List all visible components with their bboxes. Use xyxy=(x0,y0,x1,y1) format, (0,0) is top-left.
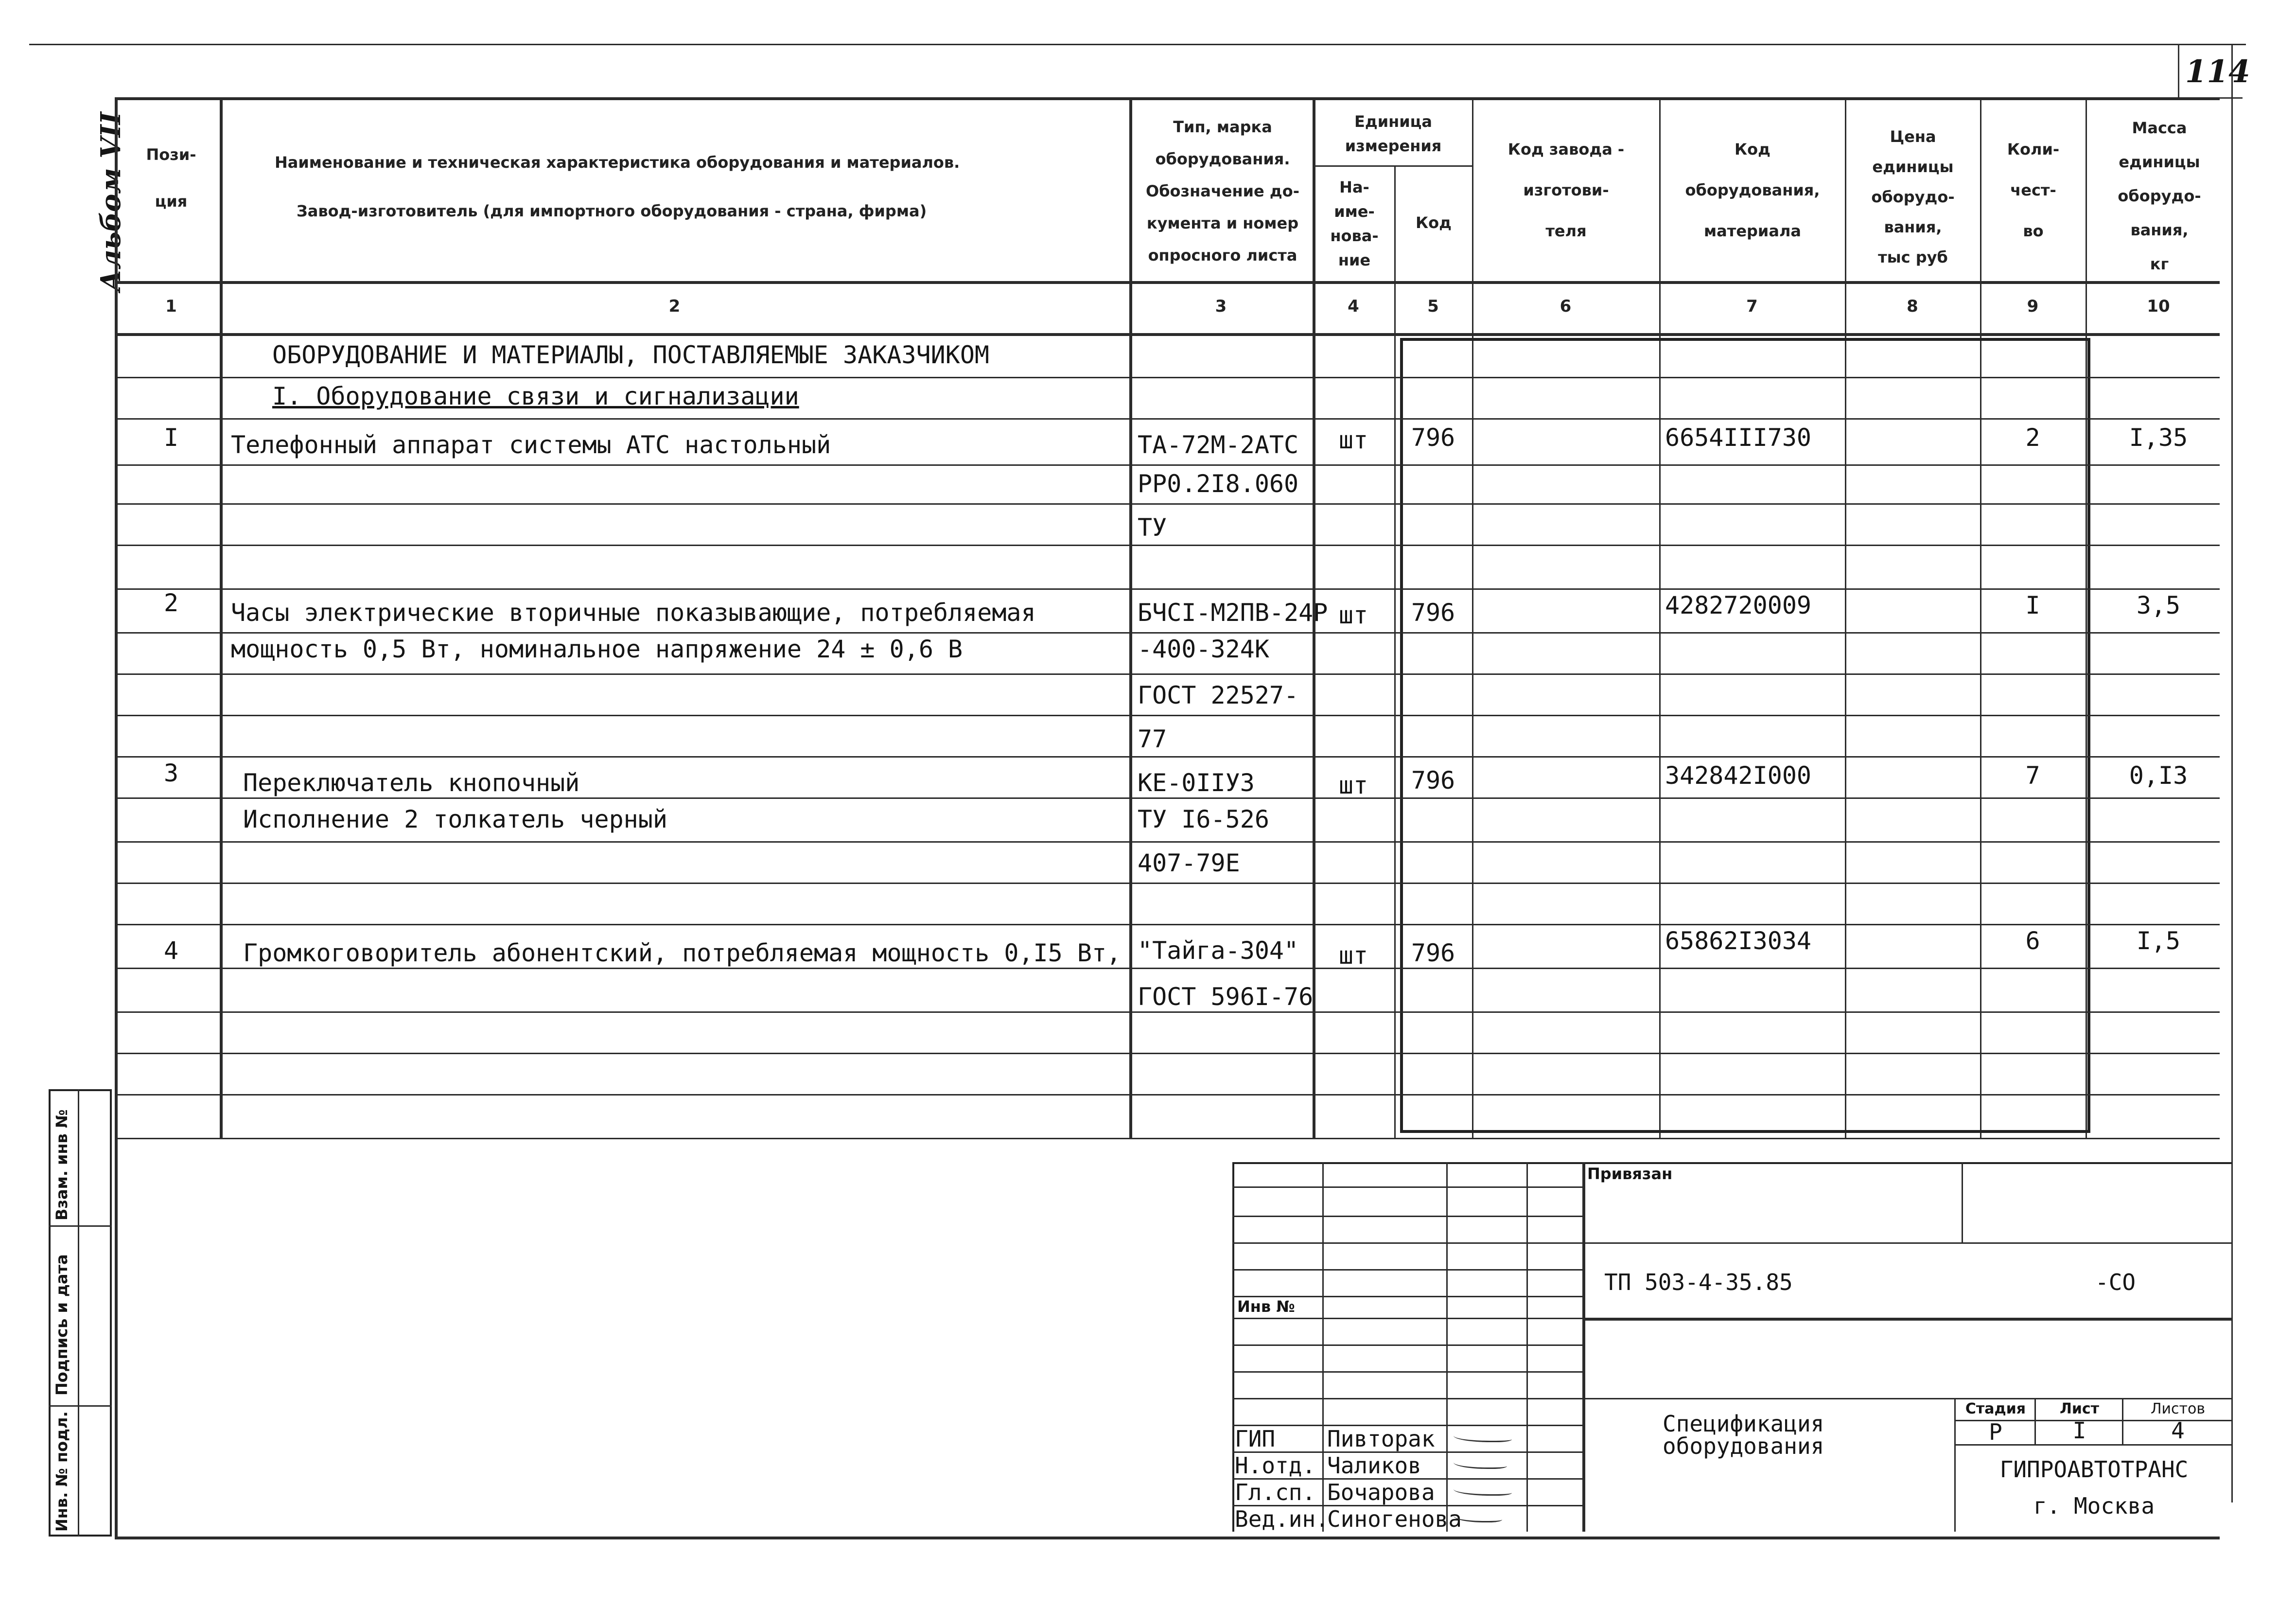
row-line xyxy=(115,883,2220,884)
row-line xyxy=(115,1053,2220,1054)
side-stamp-signature: Подпись и дата xyxy=(53,1254,71,1396)
row-line xyxy=(115,968,2220,969)
item-position: 2 xyxy=(163,589,179,617)
signer-name: Бочарова xyxy=(1327,1479,1435,1505)
col-line-1 xyxy=(220,97,223,1138)
tb-row xyxy=(1232,1344,1582,1346)
item-code: 65862I3034 xyxy=(1665,927,1812,955)
item-type: 77 xyxy=(1138,725,1167,753)
header-factory-code: Код завода - изготови- теля xyxy=(1507,140,1625,240)
item-unit-code: 796 xyxy=(1411,424,1455,452)
inner-box xyxy=(1400,338,2090,1133)
signer-role: ГИП xyxy=(1235,1426,1276,1452)
header-equipment-code: Код оборудования, материала xyxy=(1685,140,1820,240)
item-mass: 3,5 xyxy=(2136,591,2181,619)
row-line xyxy=(115,1138,2220,1139)
row-line xyxy=(115,377,2220,378)
item-type: ТУ xyxy=(1138,513,1167,542)
tb-row xyxy=(1232,1242,1582,1244)
album-label: Альбом VII xyxy=(95,112,127,292)
tb-document-suffix: -СО xyxy=(2095,1269,2136,1295)
side-stamp-line xyxy=(49,1225,112,1227)
tb-organization: ГИПРОАВТОТРАНС xyxy=(1999,1456,2189,1483)
tb-attached-label: Привязан xyxy=(1587,1165,1673,1183)
row-line xyxy=(115,673,2220,675)
tb-stage-label: Стадия xyxy=(1965,1400,2026,1417)
header-unit: Единица измерения xyxy=(1345,112,1442,155)
section-title: ОБОРУДОВАНИЕ И МАТЕРИАЛЫ, ПОСТАВЛЯЕМЫЕ ЗАКАЗЧИКОМ xyxy=(272,341,990,369)
item-name: Исполнение 2 толкатель черный xyxy=(243,805,667,833)
col-num-10: 10 xyxy=(2147,297,2170,316)
item-unit-code: 796 xyxy=(1411,939,1455,967)
header-top xyxy=(115,97,2220,100)
item-unit: шт xyxy=(1338,771,1368,799)
item-unit: шт xyxy=(1338,601,1368,629)
header-name-line2: Завод-изготовитель (для импортного оборудования - страна, фирма) xyxy=(297,202,927,220)
tb-row xyxy=(1582,1318,2231,1321)
row-line xyxy=(115,588,2220,590)
item-mass: I,5 xyxy=(2136,927,2181,955)
item-type: БЧСI-М2ПВ-24Р xyxy=(1138,599,1328,627)
item-position: I xyxy=(163,424,179,452)
side-stamp-divider xyxy=(78,1089,79,1537)
col-num-6: 6 xyxy=(1560,297,1572,316)
row-line xyxy=(115,1094,2220,1096)
col-num-5: 5 xyxy=(1427,297,1439,316)
row-line xyxy=(115,756,2220,758)
item-type: "Тайга-304" xyxy=(1138,937,1299,965)
item-type: ГОСТ 596I-76 xyxy=(1138,983,1314,1011)
item-name: Телефонный аппарат системы АТС настольный xyxy=(231,431,831,459)
item-type: КЕ-0IIУ3 xyxy=(1138,769,1255,797)
side-stamp-line xyxy=(49,1405,112,1407)
tb-stage: Р xyxy=(1989,1419,2002,1445)
frame-left xyxy=(115,97,118,1537)
frame-bottom xyxy=(115,1537,2220,1539)
tb-sheets-label: Листов xyxy=(2150,1400,2206,1417)
header-price: Цена единицы оборудо- вания, тыс руб xyxy=(1871,127,1955,266)
tb-sheets: 4 xyxy=(2171,1417,2185,1444)
tb-city: г. Москва xyxy=(2033,1493,2155,1519)
tb-row xyxy=(1582,1398,2231,1399)
row-line xyxy=(115,545,2220,546)
signer-name: Синогенова xyxy=(1327,1506,1462,1532)
item-position: 4 xyxy=(163,937,179,965)
tb-row xyxy=(1582,1242,2231,1244)
tb-row xyxy=(1232,1269,1582,1271)
item-unit-code: 796 xyxy=(1411,599,1455,627)
item-name: мощность 0,5 Вт, номинальное напряжение 24 ± 0,6 В xyxy=(231,635,963,663)
subsection-title: I. Оборудование связи и сигнализации xyxy=(272,382,799,410)
item-type: РР0.2I8.060 xyxy=(1138,470,1299,498)
tb-col xyxy=(1446,1162,1448,1532)
col-num-9: 9 xyxy=(2027,297,2039,316)
signer-name: Пивторак xyxy=(1327,1426,1435,1452)
item-mass: 0,I3 xyxy=(2129,761,2188,790)
tb-col xyxy=(1962,1162,1963,1242)
tb-document-code: ТП 503-4-35.85 xyxy=(1604,1269,1793,1295)
row-line xyxy=(115,464,2220,466)
header-position: Пози- ция xyxy=(146,145,196,211)
col-num-2: 2 xyxy=(668,297,681,316)
page-number: 114 xyxy=(2185,53,2250,90)
row-line xyxy=(115,632,2220,634)
tb-sheet: I xyxy=(2072,1417,2086,1444)
item-unit-code: 796 xyxy=(1411,766,1455,795)
item-unit: шт xyxy=(1338,426,1368,454)
tb-row xyxy=(1232,1318,1582,1319)
item-name: Переключатель кнопочный xyxy=(243,769,580,797)
item-quantity: I xyxy=(2025,591,2040,619)
item-type: 407-79Е xyxy=(1138,849,1240,877)
header-mass: Масса единицы оборудо- вания, кг xyxy=(2118,119,2201,273)
col-num-1: 1 xyxy=(165,297,177,316)
row-line xyxy=(115,715,2220,716)
side-stamp-replacement: Взам. инв № xyxy=(53,1109,71,1220)
signer-role: Гл.сп. xyxy=(1235,1479,1316,1505)
tb-row xyxy=(1232,1398,1582,1399)
row-line xyxy=(115,1011,2220,1013)
header-type: Тип, марка оборудования. Обозначение до- кумента и номер опросного листа xyxy=(1146,118,1299,265)
signer-role: Н.отд. xyxy=(1235,1452,1316,1479)
tb-row xyxy=(1232,1216,1582,1217)
item-code: 342842I000 xyxy=(1665,761,1812,790)
item-code: 6654III730 xyxy=(1665,424,1812,452)
col-num-3: 3 xyxy=(1215,297,1227,316)
item-name: Громкоговоритель абонентский, потребляемая мощность 0,I5 Вт, xyxy=(243,939,1122,967)
unit-subheader-line xyxy=(1313,165,1472,167)
signer-name: Чаликов xyxy=(1327,1452,1421,1479)
row-line xyxy=(115,841,2220,843)
tb-inventory-label: Инв № xyxy=(1237,1297,1295,1316)
item-quantity: 7 xyxy=(2025,761,2040,790)
tb-col xyxy=(1954,1398,1956,1532)
col-line-2 xyxy=(1129,97,1132,1138)
header-name-line1: Наименование и техническая характеристика оборудования и материалов. xyxy=(275,153,960,172)
tb-document-title: Спецификация оборудования xyxy=(1663,1411,1824,1459)
item-unit: шт xyxy=(1338,941,1368,970)
col-num-7: 7 xyxy=(1746,297,1758,316)
item-name: Часы электрические вторичные показывающие, потребляемая xyxy=(231,599,1036,627)
row-line xyxy=(115,418,2220,420)
item-mass: I,35 xyxy=(2129,424,2188,452)
item-type: -400-324К xyxy=(1138,635,1269,663)
tb-col xyxy=(1526,1162,1528,1532)
tb-row xyxy=(1232,1371,1582,1373)
tb-col xyxy=(1582,1162,1585,1532)
header-bottom xyxy=(115,281,2220,284)
top-rule xyxy=(29,44,2246,45)
tb-col xyxy=(1322,1162,1324,1532)
item-quantity: 6 xyxy=(2025,927,2040,955)
row-line xyxy=(115,797,2220,799)
col-num-4: 4 xyxy=(1348,297,1359,316)
tb-row xyxy=(1232,1186,1582,1188)
header-unit-name: На- име- нова- ние xyxy=(1330,178,1379,269)
side-stamp-inventory: Инв. № подл. xyxy=(53,1411,71,1532)
item-quantity: 2 xyxy=(2025,424,2040,452)
colnum-bottom xyxy=(115,333,2220,336)
row-line xyxy=(115,924,2220,925)
item-type: ГОСТ 22527- xyxy=(1138,681,1299,709)
item-type: ТУ I6-526 xyxy=(1138,805,1269,833)
item-position: 3 xyxy=(163,759,179,787)
row-line xyxy=(115,503,2220,505)
header-quantity: Коли- чест- во xyxy=(2007,140,2060,240)
header-unit-code: Код xyxy=(1416,213,1452,232)
item-code: 4282720009 xyxy=(1665,591,1812,619)
signer-role: Вед.ин. xyxy=(1235,1506,1329,1532)
col-num-8: 8 xyxy=(1907,297,1918,316)
tb-sheet-label: Лист xyxy=(2059,1400,2100,1417)
item-type: ТА-72М-2АТС xyxy=(1138,431,1299,459)
